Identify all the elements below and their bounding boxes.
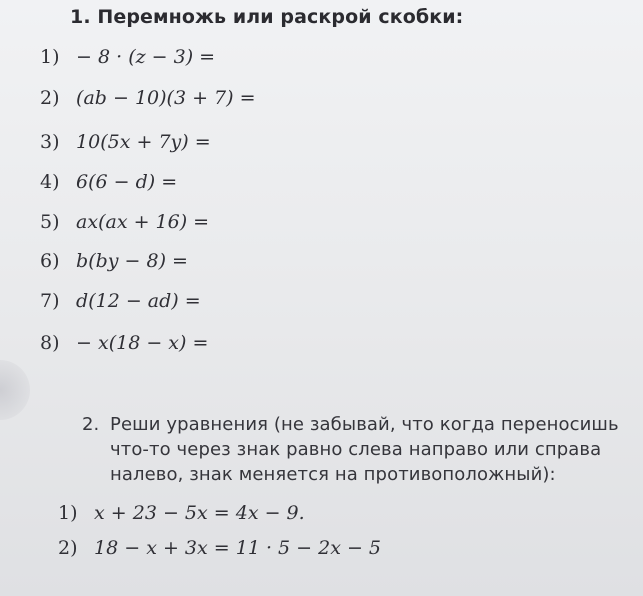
item-number: 5)	[40, 211, 60, 233]
item-expression: d(12 − ad) =	[76, 290, 201, 312]
task1-item-6	[40, 250, 188, 272]
task2-title: Реши уравнения (не забывай, что когда переносишь что-то через знак равно слева направо или справа налево, знак меняется на противоположный):	[110, 414, 619, 485]
item-expression: − x(18 − x) =	[76, 332, 209, 354]
item-expression: 18 − x + 3x = 11 · 5 − 2x − 5	[94, 537, 382, 559]
item-expression: (ab − 10)(3 + 7) =	[76, 87, 256, 109]
item-number: 2)	[40, 87, 60, 109]
item-expression: b(by − 8) =	[76, 250, 188, 272]
item-expression: x + 23 − 5x = 4x − 9.	[94, 502, 305, 524]
item-number: 4)	[40, 171, 60, 193]
task1-item-8	[40, 332, 208, 354]
task1-title: 1. Перемножь или раскрой скобки:	[70, 6, 464, 28]
task1-item-5	[40, 211, 209, 233]
task2-item-2	[58, 537, 381, 559]
task1-item-4	[40, 171, 177, 193]
item-number: 2)	[58, 537, 78, 559]
task2-heading	[82, 412, 630, 487]
item-number: 8)	[40, 332, 60, 354]
item-expression: 6(6 − d) =	[76, 171, 178, 193]
item-expression: − 8 · (z − 3) =	[76, 46, 216, 68]
item-number: 1)	[40, 46, 60, 68]
item-number: 3)	[40, 131, 60, 153]
item-number: 6)	[40, 250, 60, 272]
task2-item-1	[58, 502, 305, 524]
item-number: 1)	[58, 502, 78, 524]
task1-item-7	[40, 290, 201, 312]
task1-item-1	[40, 46, 215, 68]
task2-number: 2.	[82, 414, 100, 435]
item-expression: ax(ax + 16) =	[76, 211, 210, 233]
task1-item-3	[40, 131, 211, 153]
task1-item-2	[40, 87, 256, 109]
page-shadow	[0, 360, 30, 420]
item-expression: 10(5x + 7y) =	[76, 131, 211, 153]
item-number: 7)	[40, 290, 60, 312]
